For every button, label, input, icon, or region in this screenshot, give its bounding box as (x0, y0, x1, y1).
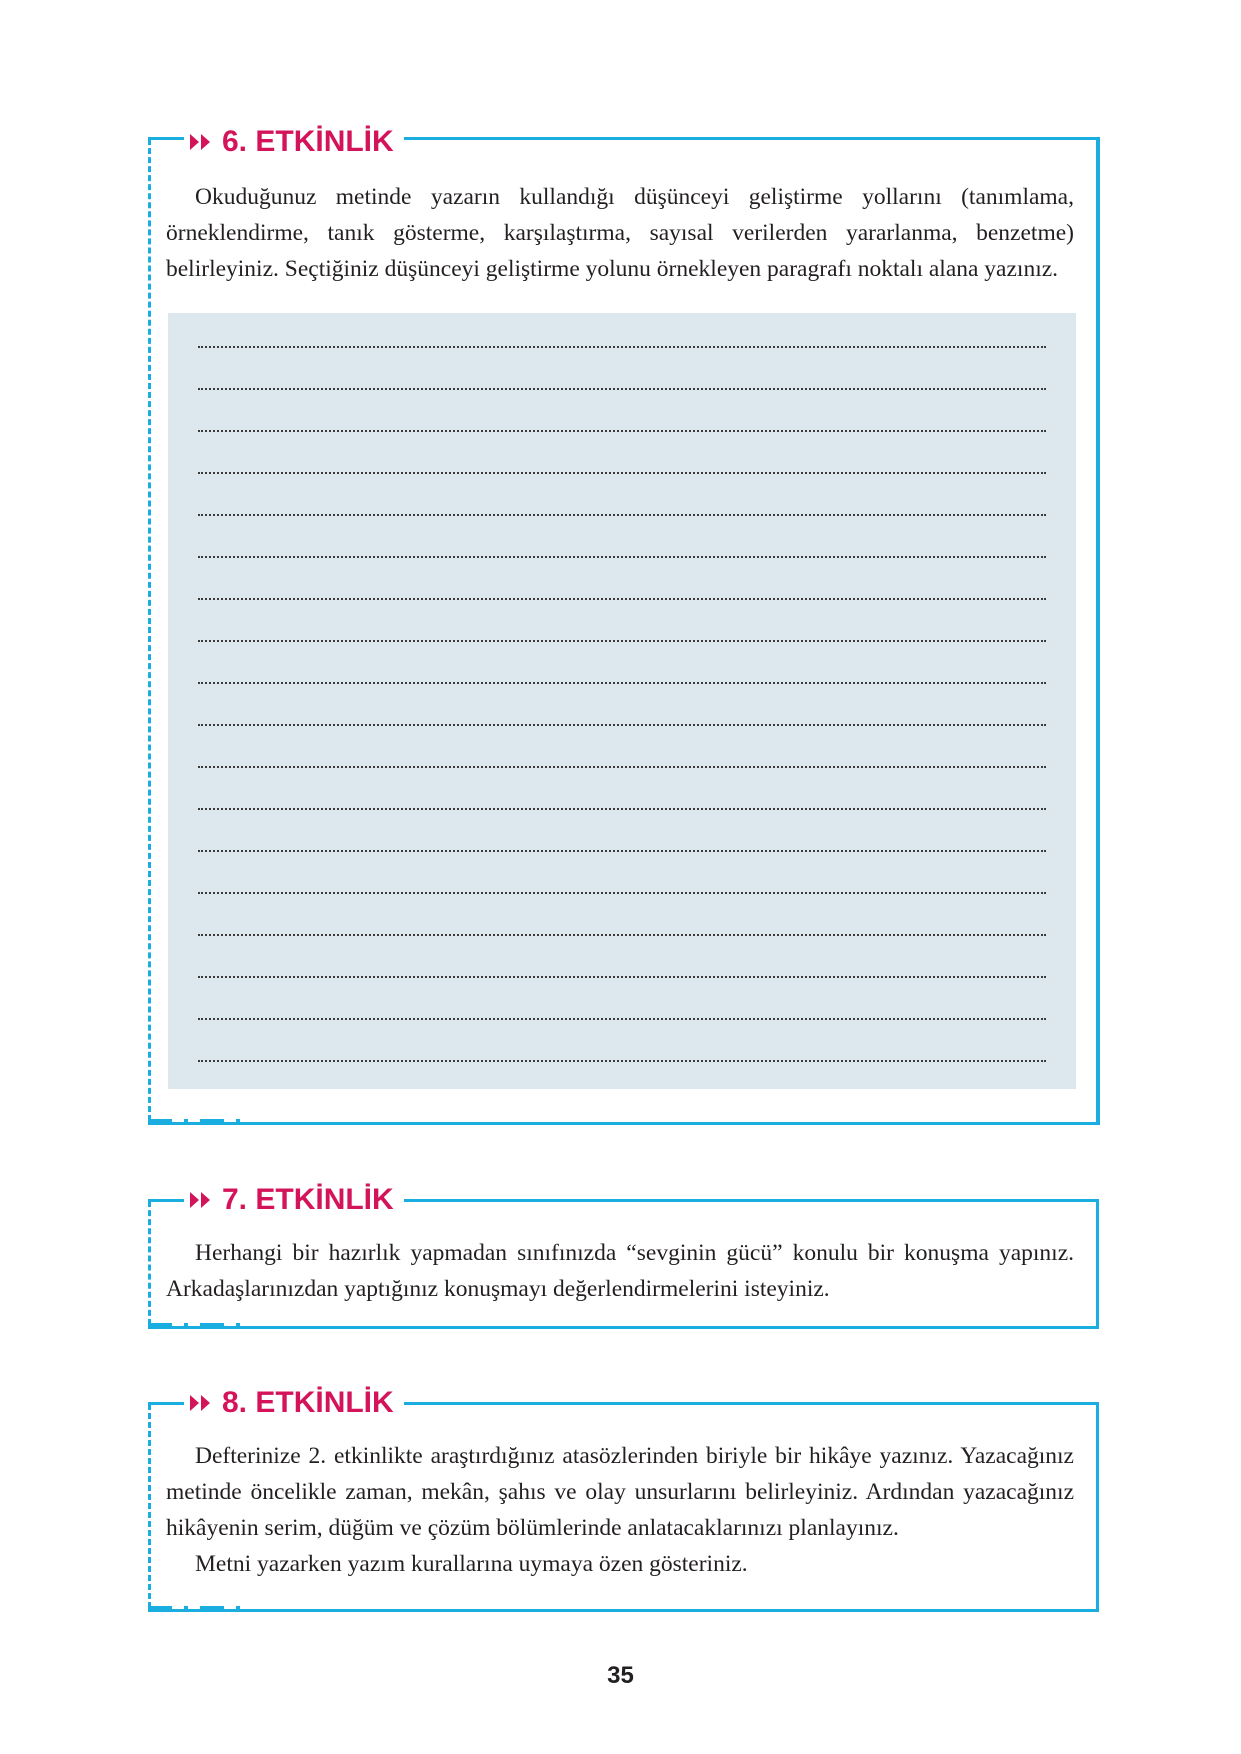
double-arrow-icon (190, 1395, 212, 1411)
double-arrow-icon (190, 134, 212, 150)
dotted-writing-line (198, 598, 1046, 600)
dotted-writing-line (198, 556, 1046, 558)
activity-6 (148, 125, 1102, 1135)
writing-area[interactable] (168, 313, 1076, 1089)
activity-6-paragraph: Okuduğunuz metinde yazarın kullandığı düşünceyi geliştirme yollarını (tanımlama, örneklendirme, tanık gösterme, karşılaştırma, sayısal verilerden yararlanma, benzetme) belirleyiniz. Seçtiğiniz düşünceyi geliştirme yolunu örnekleyen paragrafı noktalı alana yazınız. (166, 184, 1074, 282)
dotted-writing-line (198, 388, 1046, 390)
activity-8-paragraph: Defterinize 2. etkinlikte araştırdığınız atasözlerinden biriyle bir hikâye yazınız. Yazacağınız metinde öncelikle zaman, mekân, şahıs ve olay unsurlarını belirleyiniz. Ardından yazacağınız hikâyenin serim, düğüm ve çözüm bölümlerinde anlatacaklarınızı planlayınız. (166, 1443, 1074, 1541)
activity-7 (148, 1183, 1102, 1343)
activity-8-dot (168, 1402, 171, 1405)
activity-8-paragraph: Metni yazarken yazım kurallarına uymaya özen gösteriniz. (195, 1551, 748, 1577)
activity-7-title (184, 1183, 404, 1217)
dotted-writing-line (198, 766, 1046, 768)
dotted-writing-line (198, 472, 1046, 474)
dotted-writing-line (198, 682, 1046, 684)
activity-7-dot (168, 1199, 171, 1202)
dotted-writing-line (198, 1018, 1046, 1020)
activity-7-corner (148, 1199, 160, 1202)
dotted-writing-line (198, 934, 1046, 936)
dotted-writing-line (198, 346, 1046, 348)
activity-6-dot (178, 137, 181, 140)
dotted-writing-line (198, 808, 1046, 810)
activity-7-left-dash (148, 1201, 151, 1325)
activity-8-corner (148, 1402, 160, 1405)
activity-8-title (184, 1386, 404, 1420)
dotted-writing-line (198, 892, 1046, 894)
activity-8-title-text: 8. ETKİNLİK (222, 1386, 394, 1419)
double-arrow-icon (190, 1192, 212, 1208)
dotted-writing-line (198, 514, 1046, 516)
activity-8-dot (178, 1402, 181, 1405)
activity-7-title-text: 7. ETKİNLİK (222, 1183, 394, 1216)
activity-6-title (184, 125, 404, 159)
activity-8-left-dash (148, 1404, 151, 1608)
activity-8-instructions (166, 1438, 1074, 1582)
activity-7-instructions (166, 1235, 1074, 1307)
dotted-writing-line (198, 640, 1046, 642)
dotted-writing-line (198, 724, 1046, 726)
activity-6-instructions (166, 179, 1074, 287)
activity-6-dot (168, 137, 171, 140)
dotted-writing-line (198, 430, 1046, 432)
activity-8 (148, 1386, 1102, 1626)
activity-6-corner (148, 137, 160, 140)
dotted-writing-line (198, 850, 1046, 852)
page-number: 35 (607, 1662, 634, 1689)
activity-6-title-text: 6. ETKİNLİK (222, 125, 394, 158)
activity-7-paragraph: Herhangi bir hazırlık yapmadan sınıfınızda “sevginin gücü” konulu bir konuşma yapınız. Arkadaşlarınızdan yaptığınız konuşmayı değerlendirmelerini isteyiniz. (166, 1240, 1074, 1302)
dotted-writing-line (198, 1060, 1046, 1062)
dotted-writing-line (198, 976, 1046, 978)
activity-7-dot (178, 1199, 181, 1202)
activity-6-left-dash (148, 139, 151, 1121)
